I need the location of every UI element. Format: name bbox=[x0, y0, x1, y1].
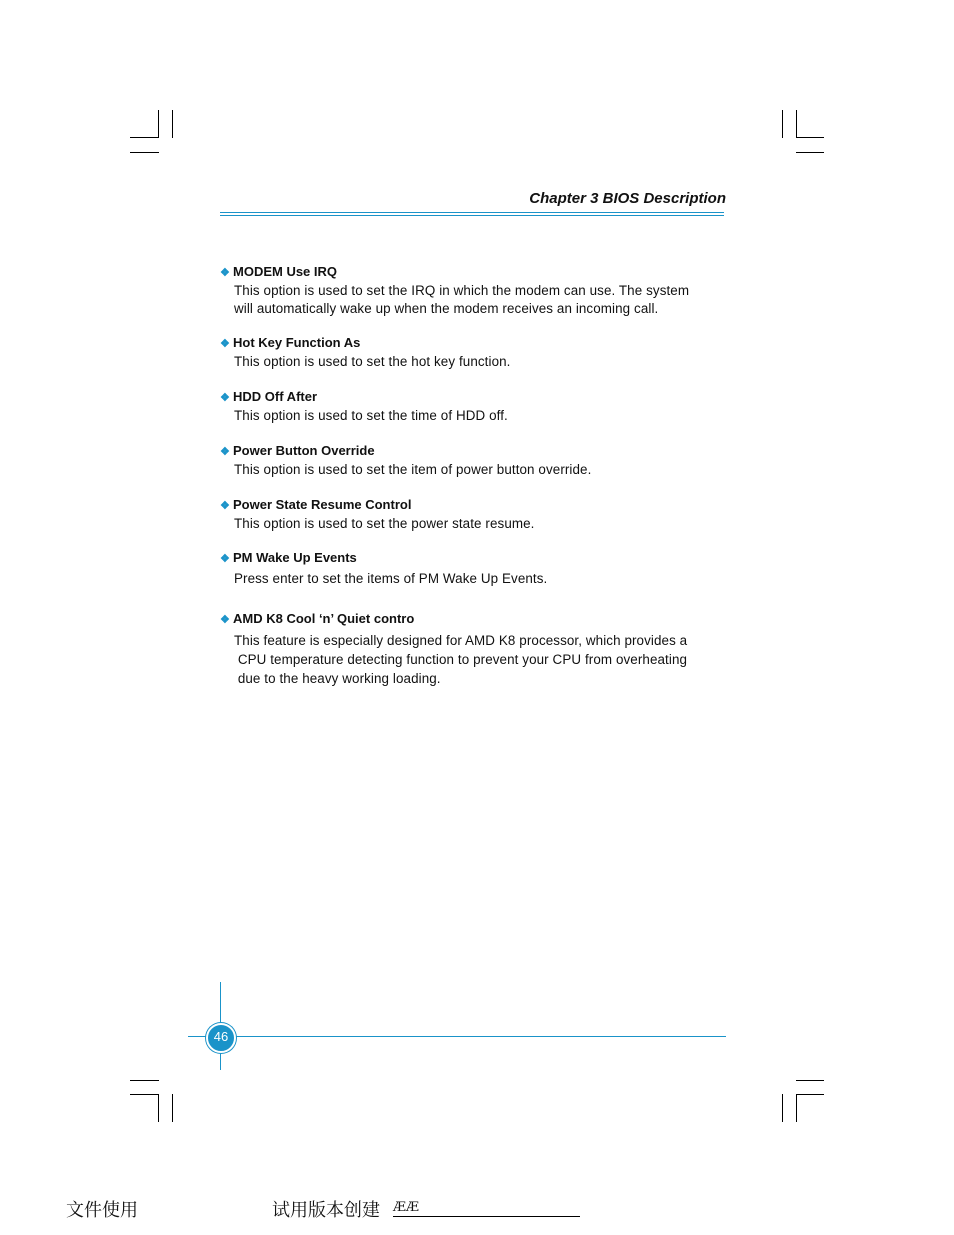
crop-mark bbox=[796, 110, 797, 138]
section-title: AMD K8 Cool ‘n’ Quiet contro bbox=[233, 611, 415, 626]
diamond-bullet-icon: ❖ bbox=[220, 267, 230, 279]
diamond-bullet-icon: ❖ bbox=[220, 446, 230, 458]
footer-right-text: 试用版本创建 bbox=[272, 1200, 380, 1221]
crop-mark bbox=[130, 152, 159, 153]
section-title: Power Button Override bbox=[233, 443, 375, 458]
diamond-bullet-icon: ❖ bbox=[220, 614, 230, 626]
footer-left-text: 文件使用 bbox=[66, 1200, 138, 1221]
section-title: HDD Off After bbox=[233, 389, 318, 404]
page-marker-horizontal-line bbox=[188, 1036, 726, 1037]
section-text: This option is used to set the hot key function. bbox=[234, 354, 511, 369]
diamond-bullet-icon: ❖ bbox=[220, 392, 230, 404]
section-hdd-off-after bbox=[220, 388, 732, 425]
section-power-button-override bbox=[220, 442, 732, 479]
section-text: This option is used to set the power state resume. bbox=[234, 516, 535, 531]
crop-mark bbox=[130, 1080, 159, 1081]
diamond-bullet-icon: ❖ bbox=[220, 338, 230, 350]
chapter-title: Chapter 3 BIOS Description bbox=[529, 190, 726, 207]
crop-mark bbox=[782, 1094, 783, 1122]
section-text: This feature is especially designed for AMD K8 processor, which provides a bbox=[234, 633, 688, 648]
section-text: This option is used to set the time of HDD off. bbox=[234, 408, 508, 423]
section-title: MODEM Use IRQ bbox=[233, 264, 338, 279]
section-amd-k8-cool-n-quiet bbox=[220, 610, 732, 688]
section-modem-use-irq bbox=[220, 263, 732, 318]
section-power-state-resume bbox=[220, 496, 732, 533]
section-title: Hot Key Function As bbox=[233, 335, 361, 350]
footer-underline bbox=[393, 1216, 580, 1217]
header-rule bbox=[220, 215, 724, 216]
crop-mark bbox=[796, 152, 824, 153]
crop-mark bbox=[172, 110, 173, 138]
crop-mark bbox=[796, 137, 824, 138]
section-pm-wake-up-events bbox=[220, 549, 732, 588]
crop-mark bbox=[158, 110, 159, 138]
diamond-bullet-icon: ❖ bbox=[220, 500, 230, 512]
header-rule bbox=[220, 212, 724, 213]
section-title: PM Wake Up Events bbox=[233, 550, 357, 565]
crop-mark bbox=[796, 1094, 824, 1095]
section-text: CPU temperature detecting function to prevent your CPU from overheating bbox=[234, 652, 688, 667]
crop-mark bbox=[172, 1094, 173, 1122]
crop-mark bbox=[796, 1094, 797, 1122]
crop-mark bbox=[130, 137, 159, 138]
section-text: This option is used to set the IRQ in which the modem can use. The system bbox=[234, 283, 690, 298]
section-title: Power State Resume Control bbox=[233, 497, 412, 512]
section-hot-key-function bbox=[220, 334, 732, 371]
crop-mark bbox=[158, 1094, 159, 1122]
crop-mark bbox=[130, 1094, 159, 1095]
section-text: will automatically wake up when the modem receives an incoming call. bbox=[234, 301, 659, 316]
section-text: This option is used to set the item of power button override. bbox=[234, 462, 592, 477]
diamond-bullet-icon: ❖ bbox=[220, 553, 230, 565]
page-number: 46 bbox=[213, 1029, 229, 1044]
section-text: due to the heavy working loading. bbox=[234, 671, 441, 686]
crop-mark bbox=[782, 110, 783, 138]
footer-mark: ÆÆ bbox=[393, 1200, 420, 1215]
section-text: Press enter to set the items of PM Wake Up Events. bbox=[234, 571, 548, 586]
crop-mark bbox=[796, 1080, 824, 1081]
